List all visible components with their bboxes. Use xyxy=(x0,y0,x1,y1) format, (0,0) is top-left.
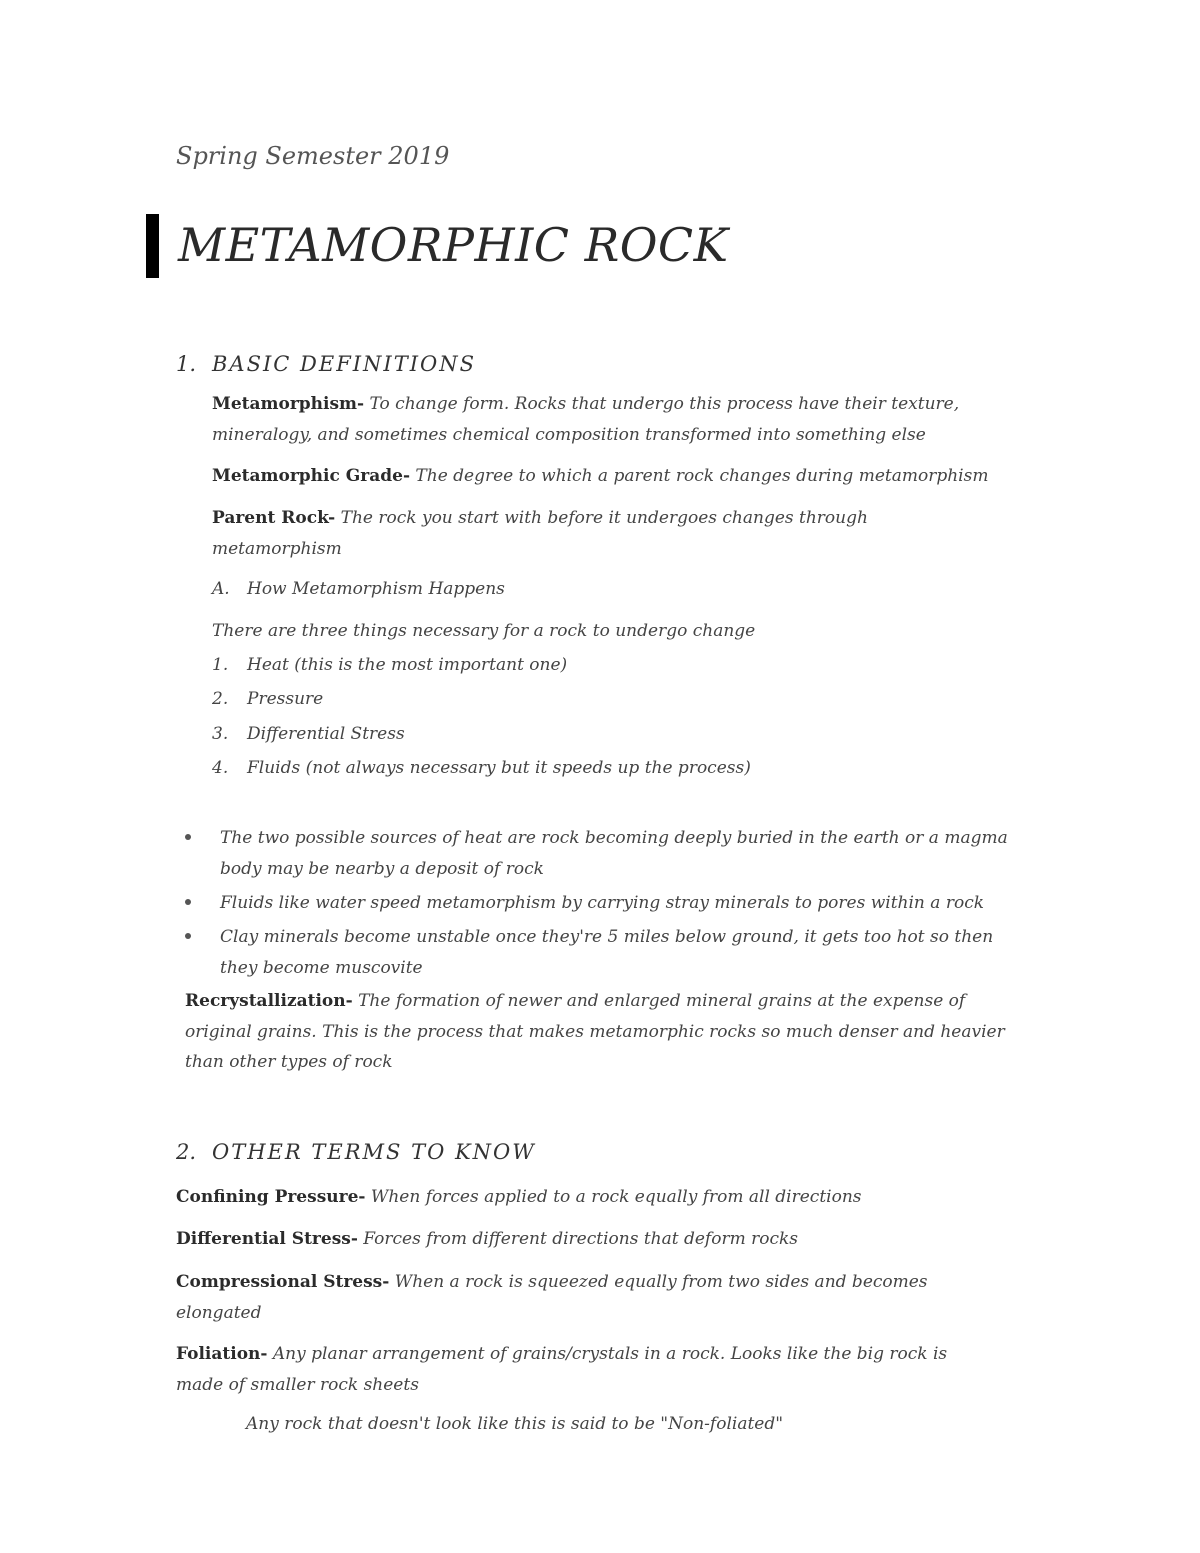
section-1-title: BASIC DEFINITIONS xyxy=(212,352,477,376)
definition-term: Metamorphism- xyxy=(212,394,365,414)
list-marker: 1. xyxy=(212,655,229,675)
section-1-heading xyxy=(176,352,476,376)
definition-text: To change form. Rocks that undergo this process have their texture, mineralogy, and sometimes chemical composition transformed into something else xyxy=(212,394,960,445)
definition-recrystallization xyxy=(185,986,1030,1078)
bullet-item: Fluids like water speed metamorphism by carrying stray minerals to pores within a rock xyxy=(220,893,985,913)
definition-differential-stress xyxy=(176,1224,996,1255)
definition-parent-rock xyxy=(212,503,912,564)
definition-confining-pressure xyxy=(176,1182,996,1213)
definition-compressional-stress xyxy=(176,1267,966,1328)
list-text: Differential Stress xyxy=(247,724,405,744)
definition-text: The formation of newer and enlarged mineral grains at the expense of original grains. This is the process that makes metamorphic rocks so much denser and heavier than other types of rock xyxy=(185,991,1005,1072)
definition-metamorphic-grade xyxy=(212,461,1032,492)
list-marker: 4. xyxy=(212,758,229,778)
definition-term: Recrystallization- xyxy=(185,991,353,1011)
definition-text: When forces applied to a rock equally from all directions xyxy=(365,1187,862,1207)
list-text: Fluids (not always necessary but it speeds up the process) xyxy=(247,758,751,778)
definition-term: Foliation- xyxy=(176,1344,268,1364)
bullet-icon xyxy=(185,933,191,939)
list-marker: 3. xyxy=(212,724,229,744)
section-2-number: 2. xyxy=(176,1140,197,1164)
definition-term: Parent Rock- xyxy=(212,508,336,528)
definition-text: When a rock is squeezed equally from two sides and becomes elongated xyxy=(176,1272,928,1323)
subsection-a xyxy=(212,579,505,599)
list-item xyxy=(212,758,751,778)
bullet-icon xyxy=(185,834,191,840)
definition-text: The rock you start with before it undergoes changes through metamorphism xyxy=(212,508,868,559)
title-accent-bar xyxy=(146,214,159,278)
list-item xyxy=(212,655,567,675)
bullet-item: Clay minerals become unstable once they're 5 miles below ground, it gets too hot so then they become muscovite xyxy=(220,927,994,978)
list-intro: There are three things necessary for a rock to undergo change xyxy=(212,621,756,641)
section-2-heading xyxy=(176,1140,536,1164)
section-2-title: OTHER TERMS TO KNOW xyxy=(212,1140,536,1164)
list-item xyxy=(212,724,405,744)
list-text: Heat (this is the most important one) xyxy=(247,655,568,675)
semester-label: Spring Semester 2019 xyxy=(176,142,450,170)
definition-term: Confining Pressure- xyxy=(176,1187,366,1207)
definition-metamorphism xyxy=(212,389,1032,450)
definition-text: The degree to which a parent rock changes during metamorphism xyxy=(410,466,989,486)
definition-term: Compressional Stress- xyxy=(176,1272,390,1292)
definition-foliation xyxy=(176,1339,976,1400)
page-title: METAMORPHIC ROCK xyxy=(178,218,729,272)
definition-term: Differential Stress- xyxy=(176,1229,358,1249)
definition-text: Forces from different directions that deform rocks xyxy=(357,1229,799,1249)
definition-term: Metamorphic Grade- xyxy=(212,466,411,486)
definition-text: Any planar arrangement of grains/crystals in a rock. Looks like the big rock is made of smaller rock sheets xyxy=(176,1344,948,1395)
bullet-item: The two possible sources of heat are rock becoming deeply buried in the earth or a magma body may be nearby a deposit of rock xyxy=(220,828,1008,879)
non-foliated-note: Any rock that doesn't look like this is said to be "Non-foliated" xyxy=(246,1414,784,1434)
list-marker: 2. xyxy=(212,689,229,709)
list-item xyxy=(212,689,323,709)
list-text: Pressure xyxy=(247,689,324,709)
subsection-marker: A. xyxy=(212,579,230,599)
subsection-title: How Metamorphism Happens xyxy=(247,579,505,599)
section-1-number: 1. xyxy=(176,352,197,376)
bullet-icon xyxy=(185,899,191,905)
